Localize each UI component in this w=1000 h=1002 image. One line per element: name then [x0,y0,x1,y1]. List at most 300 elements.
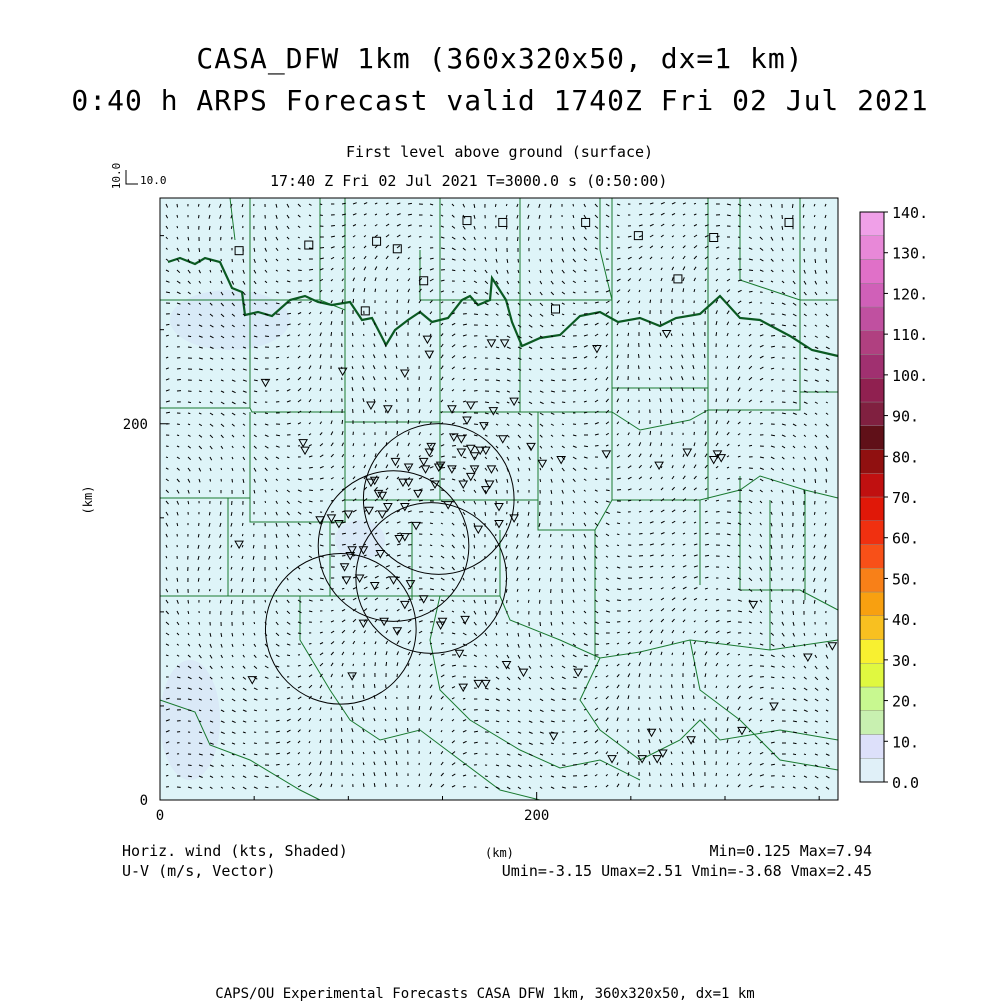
wind-vector [814,215,815,217]
wind-vector [682,410,683,413]
wind-vector [782,699,785,700]
wind-vector [199,721,201,722]
wind-vector [617,512,621,513]
wind-vector [276,368,278,369]
wind-vector [231,600,232,604]
wind-vector [177,204,178,207]
wind-vector [551,743,554,744]
wind-vector [441,644,444,645]
wind-vector [573,357,577,358]
wind-vector [419,398,420,402]
wind-vector [793,369,796,370]
colorbar-segment [860,711,884,735]
colorbar-label: 0.0 [892,774,919,792]
wind-vector [793,776,795,777]
wind-vector [188,611,189,614]
colorbar-segment [860,260,884,284]
wind-vector [265,611,266,613]
wind-vector [474,545,475,548]
wind-vector [231,226,232,229]
wind-vector [716,332,717,336]
wind-vector [221,270,222,273]
wind-vector [804,512,805,516]
wind-vector [199,732,202,733]
wind-vector [485,710,489,711]
wind-vector [474,731,478,732]
colorbar-segment [860,473,884,497]
reference-vector [126,170,138,184]
wind-vector [793,611,794,615]
wind-vector [529,270,530,272]
wind-vector [374,684,375,688]
wind-vector [562,402,565,403]
wind-vector [485,512,486,516]
wind-vector [320,490,323,491]
wind-vector [551,358,554,359]
wind-vector [441,248,445,249]
wind-vector [693,333,694,336]
wind-vector [474,720,478,721]
colorbar-segment [860,663,884,687]
wind-vector [385,696,386,699]
wind-vector [188,347,192,348]
wind-vector [342,533,346,534]
wind-vector [550,556,551,558]
colorbar-segment [860,378,884,402]
wind-vector [199,622,200,625]
wind-vector [353,664,354,666]
wind-vector [474,753,477,754]
reference-vector-vertical-label: 10.0 [110,163,123,190]
wind-vector [573,567,574,571]
wind-vector [254,743,257,744]
wind-vector [716,226,720,227]
wind-vector [506,204,507,206]
colorbar-segment [860,545,884,569]
colorbar-segment [860,402,884,426]
wind-vector [639,214,642,215]
wind-vector [188,600,189,604]
wind-vector [704,354,705,358]
wind-vector [298,291,302,292]
colorbar-segment [860,758,884,782]
wind-vector [705,311,706,314]
wind-vector [287,313,291,314]
wind-vector [419,237,421,238]
wind-vector [617,600,621,601]
wind-vector [385,322,386,325]
chart-title-line2: 0:40 h ARPS Forecast valid 1740Z Fri 02 Jul 2021 [0,84,1000,117]
shading-patch [170,290,290,350]
wind-vector [518,479,519,482]
wind-vector [617,752,618,754]
wind-vector [331,226,335,227]
wind-vector [452,302,455,303]
wind-vector [253,567,254,571]
wind-vector [199,391,202,392]
wind-vector [210,589,211,591]
wind-vector [771,303,774,304]
wind-vector [804,754,806,755]
wind-vector [683,663,684,666]
wind-vector [452,270,455,271]
wind-vector [342,750,343,754]
wind-vector [375,443,376,446]
wind-vector [815,259,816,263]
colorbar-label: 100. [892,367,928,385]
wind-vector [682,783,683,787]
wind-vector [342,203,346,204]
y-tick-label: 200 [123,417,148,433]
wind-vector [573,534,574,537]
x-axis-unit-label: (km) [485,846,514,860]
wind-vector [716,399,717,402]
min-max-stats: Min=0.125 Max=7.94 [709,842,872,860]
wind-vector [639,354,640,358]
wind-vector [298,665,301,666]
colorbar-segment [860,236,884,260]
wind-vector [419,333,420,336]
wind-vector [408,420,409,424]
wind-vector [485,402,489,403]
wind-vector [584,281,586,282]
wind-vector [793,743,797,744]
wind-vector [518,259,519,263]
wind-vector [792,545,793,548]
wind-vector [650,707,651,710]
wind-vector [397,399,398,402]
wind-vector [341,739,342,743]
wind-vector [771,346,775,347]
wind-vector [617,523,620,524]
wind-vector [539,226,540,229]
colorbar-label: 110. [892,326,928,344]
wind-vector [694,203,696,204]
wind-vector [243,633,244,635]
wind-vector [628,500,631,501]
wind-vector [210,479,211,482]
wind-vector [584,424,588,425]
wind-vector [705,555,709,556]
wind-vector [320,204,322,205]
wind-vector [188,336,191,337]
wind-vector [705,544,709,545]
wind-vector [771,379,774,380]
wind-vector [562,413,565,414]
wind-vector [353,566,355,567]
wind-vector [177,688,181,689]
wind-vector [517,512,518,515]
wind-vector [419,706,420,710]
wind-vector [573,556,574,560]
wind-vector [639,577,643,578]
wind-vector [704,366,705,369]
wind-vector [374,411,375,414]
wind-vector [639,365,640,369]
wind-vector [727,215,731,216]
wind-vector [628,707,629,710]
wind-vector [430,534,432,535]
wind-vector [551,248,552,251]
wind-vector [803,215,804,218]
wind-vector [320,719,321,721]
wind-vector [309,490,313,491]
wind-vector [177,424,180,425]
wind-vector [793,754,796,755]
wind-vector [826,600,827,603]
wind-vector [254,721,256,722]
colorbar-label: 50. [892,570,919,588]
wind-vector [671,322,672,325]
wind-vector [705,566,709,567]
wind-vector [276,677,279,678]
wind-vector [705,533,709,534]
wind-vector [331,332,332,336]
wind-vector [352,356,353,358]
wind-vector [265,512,266,515]
wind-vector [265,776,269,777]
chart-title-line1: CASA_DFW 1km (360x320x50, dx=1 km) [0,42,1000,75]
wind-vector [352,345,353,347]
wind-vector [793,556,794,558]
wind-vector [573,347,577,348]
colorbar-label: 130. [892,245,928,263]
wind-vector [430,545,432,546]
wind-vector [385,400,386,402]
wind-vector [760,655,764,656]
wind-vector [606,490,610,491]
wind-vector [342,556,345,557]
wind-vector [727,367,728,370]
wind-vector [210,259,211,262]
wind-vector [815,479,816,483]
wind-vector [364,684,365,688]
wind-vector [782,600,783,603]
wind-vector [331,772,332,776]
wind-vector [463,446,467,447]
wind-vector [221,468,222,470]
wind-vector [309,611,312,612]
wind-vector [253,545,254,548]
wind-vector [276,380,278,381]
wind-vector [199,402,201,403]
colorbar-label: 10. [892,733,919,751]
wind-vector [198,204,199,207]
wind-vector [430,215,433,216]
wind-vector [342,310,343,314]
wind-vector [551,369,555,370]
colorbar-segment [860,497,884,521]
wind-vector [803,545,804,547]
wind-vector [826,512,827,514]
wind-vector [727,523,731,524]
wind-vector [397,773,398,777]
wind-vector [463,698,465,699]
wind-vector [177,226,178,228]
wind-vector [573,545,574,549]
wind-vector [309,248,313,249]
wind-vector [265,501,266,503]
wind-vector [254,391,257,392]
wind-vector [671,763,672,765]
wind-vector [562,776,566,777]
wind-vector [386,411,387,414]
wind-vector [738,468,741,469]
wind-vector [177,369,181,370]
wind-vector [814,512,815,515]
wind-vector [265,413,268,414]
wind-vector [682,334,683,336]
time-subtitle: 17:40 Z Fri 02 Jul 2021 T=3000.0 s (0:50:00) [270,172,667,190]
wind-vector [463,292,466,293]
shading-legend-label: Horiz. wind (kts, Shaded) [122,842,348,860]
wind-vector [639,685,640,688]
wind-vector [660,774,661,776]
colorbar-segment [860,450,884,474]
wind-vector [727,621,731,622]
wind-vector [408,675,409,677]
wind-vector [177,578,178,582]
wind-vector [341,728,342,732]
wind-vector [375,323,376,325]
wind-vector [506,215,507,218]
wind-vector [693,719,694,721]
wind-vector [363,410,364,413]
wind-vector [639,511,641,512]
wind-vector [408,728,409,732]
wind-vector [649,378,650,380]
wind-vector [606,622,610,623]
wind-vector [782,226,783,230]
wind-vector [419,247,421,248]
wind-vector [265,336,269,337]
wind-vector [430,512,434,513]
wind-vector [738,269,742,270]
wind-vector [463,281,465,282]
wind-vector [771,720,774,721]
wind-vector [539,589,540,592]
wind-vector [166,764,168,765]
wind-vector [771,336,775,337]
wind-vector [671,345,672,347]
wind-vector [396,378,397,380]
wind-vector [209,226,210,230]
wind-vector [672,685,673,688]
wind-vector [782,787,784,788]
wind-vector [232,633,233,636]
wind-vector [551,545,552,547]
colorbar-label: 120. [892,285,928,303]
wind-vector [220,600,221,603]
wind-vector [639,740,640,743]
wind-vector [495,556,496,559]
wind-vector [364,322,365,325]
wind-vector [287,457,289,458]
wind-vector [474,556,475,559]
wind-vector [375,289,376,292]
wind-vector [716,785,717,788]
y-tick-label: 0 [140,793,148,809]
wind-vector [386,290,387,292]
wind-vector [441,611,444,612]
colorbar-segment [860,521,884,545]
wind-vector [826,479,827,483]
wind-vector [760,412,762,413]
wind-vector [793,732,797,733]
wind-vector [331,697,332,699]
wind-vector [474,380,477,381]
wind-vector [177,215,178,218]
wind-vector [397,707,398,710]
wind-vector [617,534,619,535]
wind-vector [826,633,827,636]
wind-vector [540,479,541,482]
wind-vector [826,259,827,263]
colorbar-label: 30. [892,652,919,670]
wind-vector [419,387,420,391]
wind-vector [628,323,629,326]
wind-vector [352,763,353,765]
wind-vector [342,420,343,424]
wind-vector [540,622,541,626]
wind-vector [716,686,717,688]
wind-vector [550,204,551,208]
colorbar-label: 90. [892,408,919,426]
wind-vector [386,662,387,666]
wind-vector [683,443,684,446]
wind-vector [177,380,181,381]
wind-vector [243,512,244,515]
wind-vector [528,589,529,591]
wind-vector [749,291,753,292]
wind-vector [683,288,684,292]
wind-vector [430,752,431,754]
wind-vector [793,380,796,381]
wind-vector [364,334,365,336]
wind-vector [385,708,386,710]
wind-vector [573,379,576,380]
wind-vector [550,578,551,582]
wind-vector [276,391,279,392]
wind-vector [166,457,168,458]
colorbar-segment [860,283,884,307]
wind-vector [309,644,311,645]
wind-vector [617,215,620,216]
wind-vector [539,567,540,569]
wind-vector [628,333,629,336]
wind-vector [704,750,705,754]
wind-vector [814,226,815,229]
wind-vector [584,698,586,699]
wind-vector [727,578,730,579]
wind-vector [551,754,553,755]
wind-vector [562,237,563,240]
wind-vector [782,413,786,414]
wind-vector [188,765,192,766]
wind-vector [617,545,619,546]
wind-vector [671,774,672,777]
colorbar-segment [860,212,884,236]
wind-vector [485,776,488,777]
wind-vector [782,688,784,689]
wind-vector [749,633,751,634]
wind-vector [495,545,496,548]
colorbar-segment [860,592,884,616]
x-tick-label: 0 [156,808,164,824]
wind-vector [276,764,280,765]
wind-vector [573,742,576,743]
wind-vector [221,633,222,637]
